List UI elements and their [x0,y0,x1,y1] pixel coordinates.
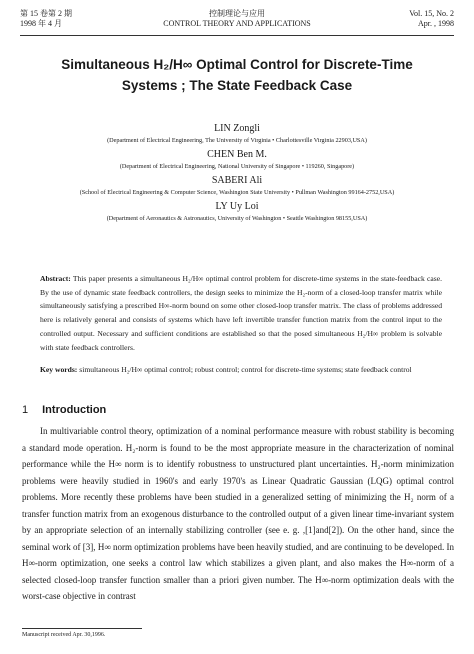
author-affiliation: (Department of Electrical Engineering, The University of Virginia • Charlottesville Virginia 22903,USA) [107,137,367,144]
journal-name [20,9,454,29]
title-line-2: Systems ; The State Feedback Case [121,78,353,93]
author-affiliation: (Department of Electrical Engineering, National University of Singapore • 119260, Singapore) [119,163,355,170]
section-number: 1 [22,404,29,416]
journal-volume-info [409,9,454,29]
title-line-1: Simultaneous H₂/H∞ Optimal Control for Discrete-Time [61,57,413,72]
date-cn: 1998 年 4 月 [20,19,62,28]
author-name: CHEN Ben M. [207,149,267,160]
author-name: LIN Zongli [214,123,260,134]
volume-issue-cn: 第 15 卷第 2 期 [20,9,72,18]
abstract-text: This paper presents a simultaneous H₂/H∞ optimal control problem for discrete-time systems in the state-feedback case. By the use of dynamic state feedback controllers, the design seeks to minimize the H₂-norm of a closed-loop transfer matrix while simultaneously satisfying a prescribed H∞-norm bound on some other closed-loop transfer matrix. The class of problems addressed here is relatively general and consists of systems which have left invertible transfer function matrix from the control input to the controlled output. Necessary and sufficient conditions are established so that the posed simultaneous H₂/H∞ problem is solvable with state feedback controllers. [40,274,442,352]
keywords-text: simultaneous H₂/H∞ optimal control; robust control; control for discrete-time systems; state feedback control [79,365,412,374]
section-title: Introduction [42,404,107,416]
paper-title [20,54,454,96]
author-block [20,122,454,226]
author-name: LY Uy Loi [215,201,259,212]
volume-issue-en: Vol. 15, No. 2 [409,9,454,18]
section-heading [22,404,106,416]
journal-name-en: CONTROL THEORY AND APPLICATIONS [163,19,311,28]
author-affiliation: (School of Electrical Engineering & Computer Science, Washington State University • Pullman Washington 99164-2752,USA) [79,189,395,196]
date-en: Apr. , 1998 [418,19,454,28]
body-paragraph: In multivariable control theory, optimization of a nominal performance measure with robust stability is becoming a standard mode operation. H₂-norm is found to be the most appropriate measure in the characterization of nominal performance while the H∞ norm is to identify robustness to unstructured plant uncertainties. H₂-norm minimization problems were heavily studied in 1960's and early 1970's as Linear Quadratic Gaussian (LQG) optimal control problems. More recently these problems have been studied in a generalized setting of minimizing the H₂ norm of a transfer function matrix from an exogenous disturbance to the controlled output of a given linear time-invariant system by an appropriate selection of an internally stabilizing controller (see e. g. ,[1]and[2]). On the other hand, since the seminal work of [3], H∞ norm optimization problems have been heavily studied, and are continuing to be developed. In H∞-norm optimization, one seeks a control law which stabilizes a given plant, and also makes the H∞-norm of a selected closed-loop transfer function smaller than a priori given number. The H∞-norm optimization deals with the worst-case objective in contrast [22,426,454,601]
author-affiliation: (Department of Aeronautics & Astronautics, University of Washington • Seattle Washington 98155,USA) [106,215,368,222]
keywords-label: Key words: [40,365,78,374]
abstract [40,272,442,354]
keywords [40,364,442,376]
running-header [20,5,454,36]
author-name: SABERI Ali [211,175,263,186]
journal-name-cn: 控制理论与应用 [209,9,265,18]
abstract-label: Abstract: [40,274,71,283]
footnote: Manuscript received Apr. 30,1996. [22,628,142,639]
